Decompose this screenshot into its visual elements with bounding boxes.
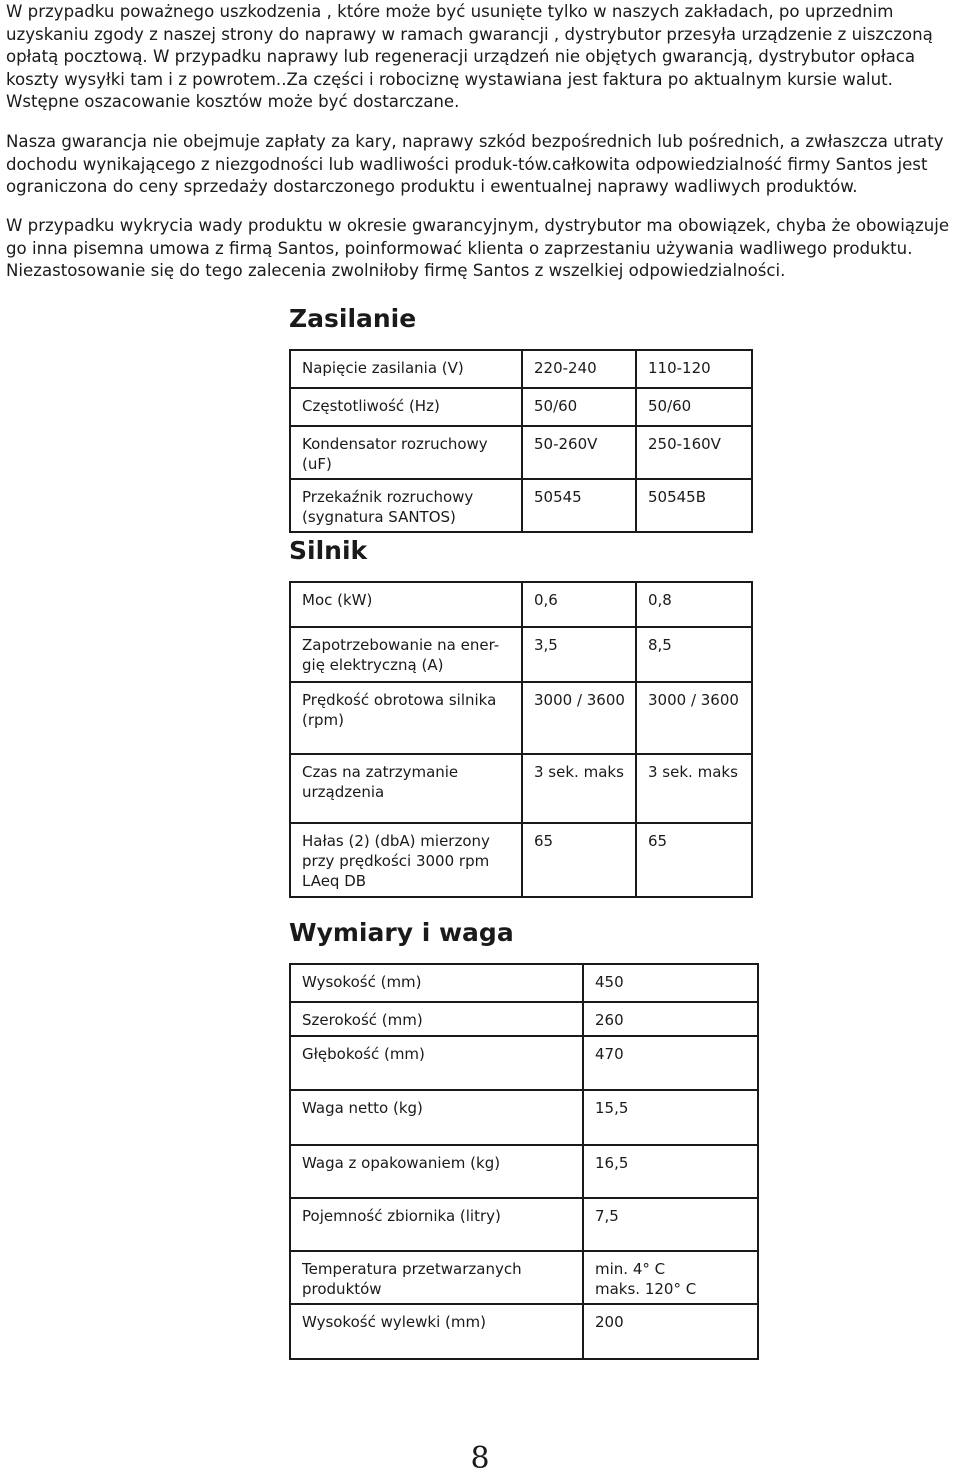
spec-value: 50/60 bbox=[636, 388, 752, 426]
spec-value: 50/60 bbox=[522, 388, 636, 426]
table-row bbox=[290, 388, 752, 426]
spec-label: Waga netto (kg) bbox=[290, 1090, 583, 1145]
spec-value: 3,5 bbox=[522, 627, 636, 682]
spec-value: 110-120 bbox=[636, 350, 752, 388]
spec-label: Waga z opakowaniem (kg) bbox=[290, 1145, 583, 1198]
spec-label: Przekaźnik rozruchowy (sygnatura SANTOS) bbox=[290, 479, 522, 532]
spec-value: 470 bbox=[583, 1036, 758, 1090]
paragraph-defect-notification: W przypadku wykrycia wady produktu w okresie gwarancyjnym, dystrybutor ma obowiązek, chyba że obowiązuje go inna pisemna umowa z firmą Santos, poinformować klienta o zaprzestaniu używania wadliwego produktu. Niezastosowanie się do tego zalecenia zwolniłoby firmę Santos z wszelkiej odpowiedzialności. bbox=[6, 216, 950, 280]
spec-value: 7,5 bbox=[583, 1198, 758, 1251]
spec-value: 50-260V bbox=[522, 426, 636, 479]
table-row bbox=[290, 754, 752, 823]
table-zasilanie bbox=[289, 349, 753, 533]
spec-label: Częstotliwość (Hz) bbox=[290, 388, 522, 426]
spec-label: Zapotrzebowanie na ener-gię elektryczną (A) bbox=[290, 627, 522, 682]
paragraph-liability-limits: Nasza gwarancja nie obejmuje zapłaty za kary, naprawy szkód bezpośrednich lub pośrednich, a zwłaszcza utraty dochodu wynikającego z niezgodności lub wadliwości produk-tów.całkowita odpowiedzialność firmy Santos jest ograniczona do ceny sprzedaży dostarczonego produktu i ewentualnej naprawy wadliwych produktów. bbox=[6, 132, 944, 196]
table-row bbox=[290, 1304, 758, 1359]
table-row bbox=[290, 582, 752, 627]
table-row bbox=[290, 1198, 758, 1251]
spec-value: 3000 / 3600 bbox=[522, 682, 636, 754]
section-title-zasilanie: Zasilanie bbox=[289, 304, 417, 333]
table-row bbox=[290, 350, 752, 388]
table-row bbox=[290, 1090, 758, 1145]
table-row bbox=[290, 682, 752, 754]
spec-value: 50545B bbox=[636, 479, 752, 532]
spec-value: 3000 / 3600 bbox=[636, 682, 752, 754]
spec-value: 50545 bbox=[522, 479, 636, 532]
spec-value: 65 bbox=[522, 823, 636, 897]
spec-label: Hałas (2) (dbA) mierzony przy prędkości 3000 rpm LAeq DB bbox=[290, 823, 522, 897]
table-wymiary bbox=[289, 963, 759, 1360]
spec-value: min. 4° C maks. 120° C bbox=[583, 1251, 758, 1304]
table-row bbox=[290, 627, 752, 682]
spec-label: Wysokość wylewki (mm) bbox=[290, 1304, 583, 1359]
spec-value: 260 bbox=[583, 1002, 758, 1036]
spec-value: 450 bbox=[583, 964, 758, 1002]
section-title-wymiary: Wymiary i waga bbox=[289, 918, 514, 947]
table-row bbox=[290, 426, 752, 479]
spec-value: 3 sek. maks bbox=[636, 754, 752, 823]
spec-label: Czas na zatrzymanie urządzenia bbox=[290, 754, 522, 823]
table-row bbox=[290, 1251, 758, 1304]
spec-value: 250-160V bbox=[636, 426, 752, 479]
spec-label: Napięcie zasilania (V) bbox=[290, 350, 522, 388]
paragraph-repair-terms: W przypadku poważnego uszkodzenia , które może być usunięte tylko w naszych zakładach, po uprzednim uzyskaniu zgody z naszej strony do naprawy w ramach gwarancji , dystrybutor przesyła urządzenie z uiszczoną opłatą pocztową. W przypadku naprawy lub regeneracji urządzeń nie objętych gwarancją, dystrybutor opłaca koszty wysyłki tam i z powrotem..Za części i robociznę wystawiana jest faktura po aktualnym kursie walut. Wstępne oszacowanie kosztów może być dostarczane. bbox=[6, 2, 933, 111]
section-title-silnik: Silnik bbox=[289, 536, 368, 565]
spec-value: 16,5 bbox=[583, 1145, 758, 1198]
table-row bbox=[290, 479, 752, 532]
spec-label: Prędkość obrotowa silnika (rpm) bbox=[290, 682, 522, 754]
spec-value: 15,5 bbox=[583, 1090, 758, 1145]
spec-label: Pojemność zbiornika (litry) bbox=[290, 1198, 583, 1251]
page-number: 8 bbox=[470, 1441, 490, 1476]
spec-value: 200 bbox=[583, 1304, 758, 1359]
table-silnik bbox=[289, 581, 753, 898]
table-row bbox=[290, 964, 758, 1002]
spec-value: 65 bbox=[636, 823, 752, 897]
spec-label: Kondensator rozruchowy (uF) bbox=[290, 426, 522, 479]
spec-value: 0,6 bbox=[522, 582, 636, 627]
spec-value: 0,8 bbox=[636, 582, 752, 627]
table-row bbox=[290, 1145, 758, 1198]
spec-value: 8,5 bbox=[636, 627, 752, 682]
spec-label: Szerokość (mm) bbox=[290, 1002, 583, 1036]
spec-label: Temperatura przetwarzanych produktów bbox=[290, 1251, 583, 1304]
spec-value: 3 sek. maks bbox=[522, 754, 636, 823]
table-row bbox=[290, 1002, 758, 1036]
spec-value: 220-240 bbox=[522, 350, 636, 388]
spec-label: Głębokość (mm) bbox=[290, 1036, 583, 1090]
table-row bbox=[290, 1036, 758, 1090]
spec-label: Wysokość (mm) bbox=[290, 964, 583, 1002]
spec-label: Moc (kW) bbox=[290, 582, 522, 627]
table-row bbox=[290, 823, 752, 897]
